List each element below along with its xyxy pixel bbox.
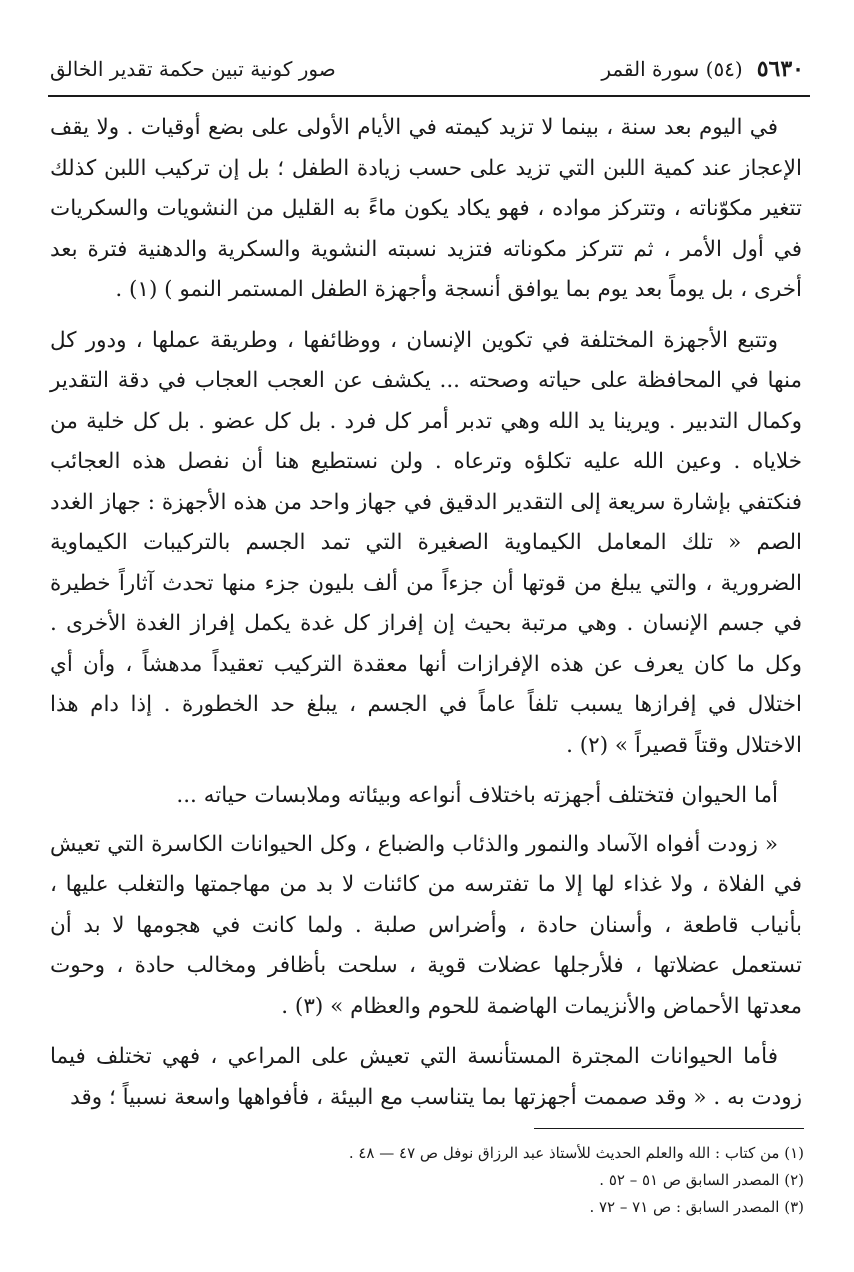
paragraph: أما الحيوان فتختلف أجهزته باختلاف أنواعه وبيئاته وملابسات حياته ... [176, 783, 778, 808]
page-number: ٥٦٣٠ [756, 56, 804, 82]
footnote: (٢) المصدر السابق ص ٥١ – ٥٢ . [599, 1171, 804, 1189]
paragraph: « زودت أفواه الآساد والنمور والذئاب والضباع ، وكل الحيوانات الكاسرة التي تعيش في الفلاة ، ولا غذاء لها إلا ما تفترسه من كائنات لا بد من مهاجمتها والتغلب عليها ، بأنياب قاطعة ، وأسنان حادة ، وأضراس صلبة . ولما كانت في هجومها لا بد أن تستعمل عضلاتها ، فلأرجلها عضلات قوية ، سلحت بأظافر ومخالب حادة ، وحوت معدتها الأحماض والأنزيمات الهاضمة للحوم والعظام » (٣) . [50, 831, 802, 1019]
paragraph: فأما الحيوانات المجترة المستأنسة التي تعيش على المراعي ، فهي تختلف فيما زودت به . « وقد صممت أجهزتها بما يتناسب مع البيئة ، فأفواهها واسعة نسبياً ؛ وقد [50, 1044, 802, 1110]
footnote-divider [534, 1128, 804, 1129]
footnote: (٣) المصدر السابق : ص ٧١ – ٧٢ . [589, 1198, 804, 1216]
header-divider [48, 95, 810, 97]
header-right-group [601, 56, 804, 82]
surah-reference: (٥٤) سورة القمر [601, 57, 743, 81]
running-title: صور كونية تبين حكمة تقدير الخالق [50, 57, 336, 81]
footnotes [50, 1140, 804, 1221]
footnote: (١) من كتاب : الله والعلم الحديث للأستاذ عبد الرزاق نوفل ص ٤٧ — ٤٨ . [348, 1144, 804, 1162]
page-header [50, 52, 804, 86]
paragraph: وتتبع الأجهزة المختلفة في تكوين الإنسان ، ووظائفها ، وطريقة عملها ، ودور كل منها في المحافظة على حياته وصحته ... يكشف عن العجب العجاب في دقة التقدير وكمال التدبير . ويرينا يد الله وهي تدبر أمر كل فرد . بل كل عضو . بل كل خلية من خلاياه . وعين الله عليه تكلؤه وترعاه . ولن نستطيع هنا أن نفصل هذه العجائب فنكتفي بإشارة سريعة إلى التقدير الدقيق في جهاز واحد من هذه الأجهزة : جهاز الغدد الصم « تلك المعامل الكيماوية الصغيرة التي تمد الجسم بالتركيبات الكيماوية الضرورية ، والتي يبلغ من قوتها أن جزءاً من ألف بليون جزء منها تحدث آثاراً خطيرة في جسم الإنسان . وهي مرتبة بحيث إن إفراز كل غدة يكمل إفراز الغدة الأخرى . وكل ما كان يعرف عن هذه الإفرازات أنها معقدة التركيب تعقيداً مدهشاً ، وأن أي اختلال في إفرازها يسبب تلفاً عاماً في الجسم ، يبلغ حد الخطورة . إذا دام هذا الاختلال وقتاً قصيراً » (٢) . [50, 327, 802, 758]
main-text [50, 108, 802, 1128]
paragraph: في اليوم بعد سنة ، بينما لا تزيد كيمته في الأيام الأولى على بضع أوقيات . ولا يقف الإعجاز عند كمية اللبن التي تزيد على حسب زيادة الطفل ؛ بل إن تركيب اللبن كذلك تتغير مكوّناته ، وتتركز مواده ، فهو يكاد يكون ماءً به القليل من النشويات والسكريات في أول الأمر ، ثم تتركز مكوناته فتزيد نسبته النشوية والسكرية والدهنية فترة بعد أخرى ، بل يوماً بعد يوم بما يوافق أنسجة وأجهزة الطفل المستمر النمو ) (١) . [50, 115, 802, 302]
